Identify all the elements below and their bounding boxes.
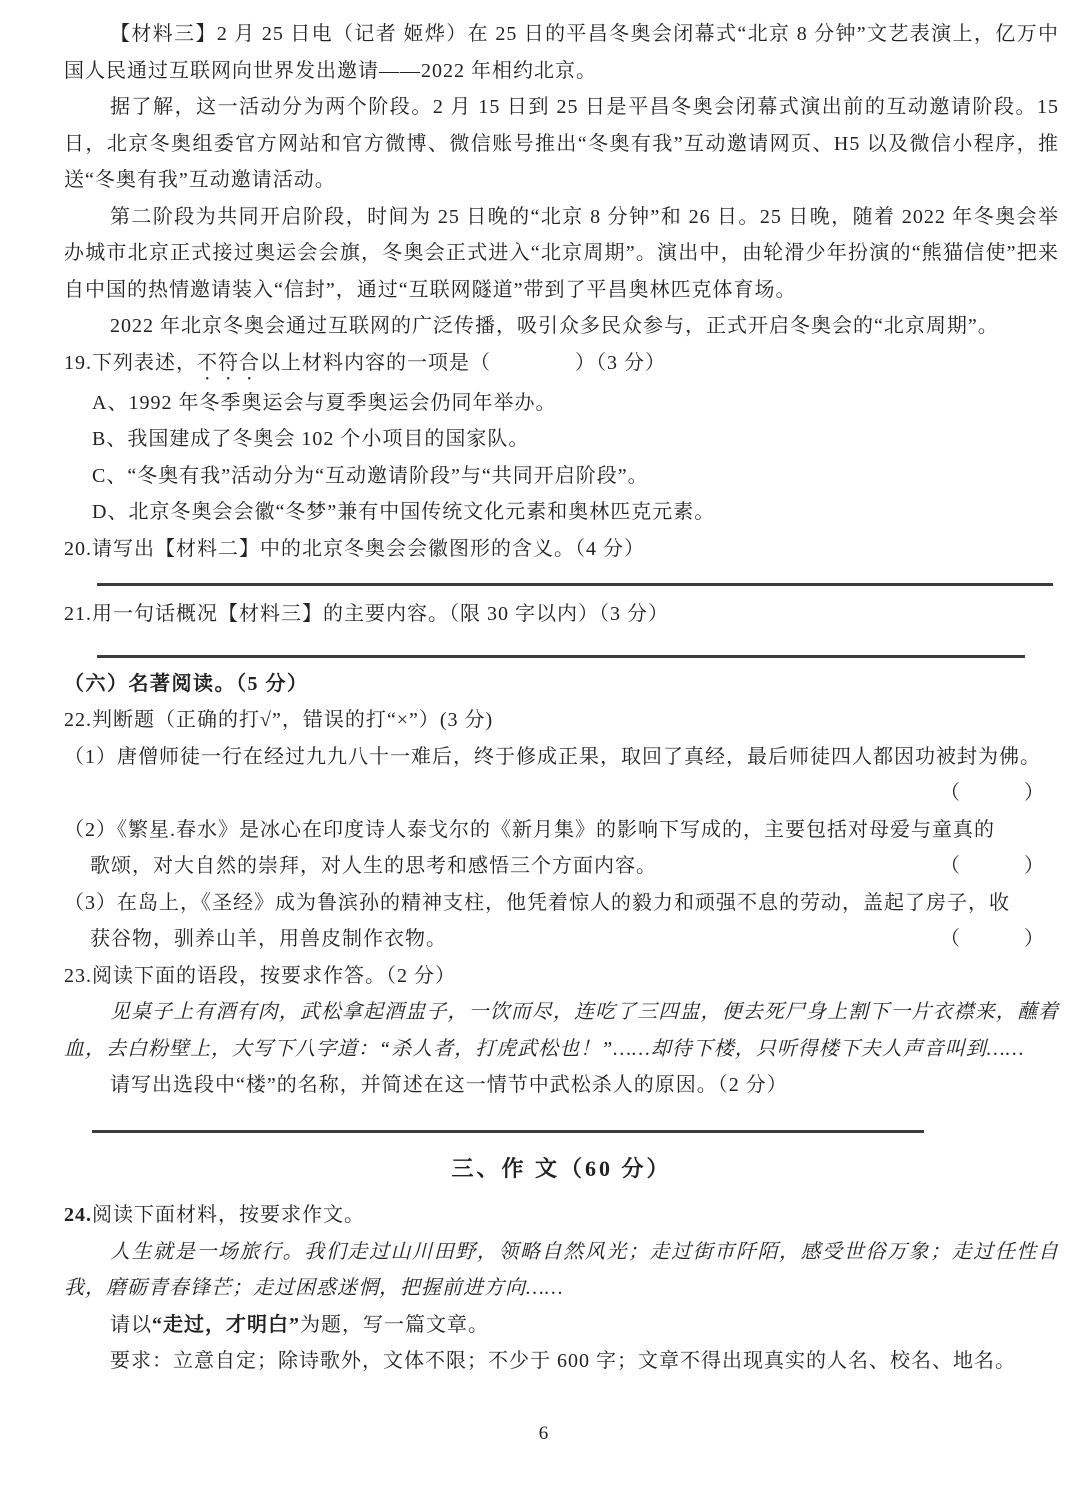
judge-item-2-text-line-1: （2）《繁星.春水》是冰心在印度诗人泰戈尔的《新月集》的影响下写成的，主要包括对母爱与童真的 bbox=[64, 818, 995, 841]
question-19-suffix: 以上材料内容的一项是（ ）（3 分） bbox=[260, 351, 666, 374]
judge-item-2 bbox=[64, 812, 1059, 885]
judge-item-3-text-line-2 bbox=[64, 921, 1059, 958]
judge-item-3-answer-parens: （ ） bbox=[940, 928, 1045, 950]
page-number: 6 bbox=[538, 1422, 549, 1444]
judge-item-2-continuation: 歌颂，对大自然的崇拜，对人生的思考和感悟三个方面内容。 bbox=[90, 855, 657, 877]
judge-item-2-text-line-2 bbox=[64, 848, 1059, 885]
essay-title-suffix: 为题，写一篇文章。 bbox=[300, 1313, 489, 1336]
answer-rule-1 bbox=[97, 583, 1053, 586]
essay-title-prefix: 请以 bbox=[110, 1313, 152, 1336]
essay-section-heading: 三、作 文（60 分） bbox=[451, 1155, 672, 1181]
question-24-text: 阅读下面材料，按要求作文。 bbox=[92, 1204, 365, 1226]
question-23: 23.阅读下面的语段，按要求作答。（2 分） bbox=[64, 964, 456, 987]
question-19-option-a: A、1992 年冬季奥运会与夏季奥运会仍同年举办。 bbox=[92, 391, 557, 414]
question-24 bbox=[64, 1197, 1059, 1234]
material3-paragraph-3: 第二阶段为共同开启阶段，时间为 25 日晚的“北京 8 分钟”和 26 日。25 日晚，随着 2022 年冬奥会举办城市北京正式接过奥运会会旗，冬奥会正式进入“北京周期”。演出中，由轮滑少年扮演的“熊猫信使”把来自中国的热情邀请装入“信封”，通过“互联网隧道”带到了平昌奥林匹克体育场。 bbox=[64, 205, 1059, 301]
judge-item-3 bbox=[64, 885, 1059, 958]
question-19-emphasized-text: 不符合 bbox=[197, 351, 260, 374]
essay-title-bold: “走过，才明白” bbox=[152, 1313, 300, 1336]
question-19-option-c: C、“冬奥有我”活动分为“互动邀请阶段”与“共同开启阶段”。 bbox=[92, 464, 649, 487]
question-21: 21.用一句话概况【材料三】的主要内容。（限 30 字以内）（3 分） bbox=[64, 603, 669, 625]
question-20: 20.请写出【材料二】中的北京冬奥会会徽图形的含义。（4 分） bbox=[64, 537, 645, 560]
judge-item-1-text: （1）唐僧师徒一行在经过九九八十一难后，终于修成正果，取回了真经，最后师徒四人都因功被封为佛。 bbox=[64, 745, 1041, 768]
essay-title-line bbox=[64, 1307, 1059, 1344]
material3-paragraph-4: 2022 年北京冬奥会通过互联网的广泛传播，吸引众多民众参与，正式开启冬奥会的“北京周期”。 bbox=[110, 315, 999, 337]
judge-item-3-text-line-1: （3）在岛上，《圣经》成为鲁滨孙的精神支柱，他凭着惊人的毅力和顽强不息的劳动，盖起了房子，收 bbox=[64, 891, 1010, 914]
question-19-prefix: 19.下列表述， bbox=[64, 351, 197, 374]
answer-rule-2 bbox=[97, 655, 1025, 658]
essay-material-paragraph: 人生就是一场旅行。我们走过山川田野，领略自然风光；走过街市阡陌，感受世俗万象；走过任性自我，磨砺青春锋芒；走过困惑迷惘，把握前进方向…… bbox=[64, 1240, 1059, 1299]
question-23-quote-passage: 见桌子上有酒有肉，武松拿起酒盅子，一饮而尽，连吃了三四盅，便去死尸身上割下一片衣襟来，蘸着血，去白粉壁上，大写下八字道：“杀人者，打虎武松也！”……却待下楼，只听得楼下夫人声音叫到…… bbox=[64, 1001, 1059, 1060]
judge-item-1 bbox=[64, 739, 1059, 812]
judge-item-3-continuation: 获谷物，驯养山羊，用兽皮制作衣物。 bbox=[90, 928, 447, 950]
question-24-number: 24. bbox=[64, 1204, 92, 1226]
answer-rule-3 bbox=[92, 1130, 924, 1133]
material3-paragraph-2: 据了解，这一活动分为两个阶段。2 月 15 日到 25 日是平昌冬奥会闭幕式演出前的互动邀请阶段。15 日，北京冬奥组委官方网站和官方微博、微信账号推出“冬奥有我”互动邀请网页、H5 以及微信小程序，推送“冬奥有我”互动邀请活动。 bbox=[64, 96, 1059, 191]
material3-paragraph-1: 【材料三】2 月 25 日电（记者 姬烨）在 25 日的平昌冬奥会闭幕式“北京 8 分钟”文艺表演上，亿万中国人民通过互联网向世界发出邀请——2022 年相约北京。 bbox=[64, 23, 1059, 82]
question-19-option-b: B、我国建成了冬奥会 102 个小项目的国家队。 bbox=[92, 428, 530, 450]
question-19-option-d: D、北京冬奥会会徽“冬梦”兼有中国传统文化元素和奥林匹克元素。 bbox=[92, 501, 716, 523]
section-6-heading: （六）名著阅读。（5 分） bbox=[64, 672, 309, 695]
question-22: 22.判断题（正确的打√”，错误的打“×”）(3 分) bbox=[64, 709, 494, 731]
judge-item-2-answer-parens: （ ） bbox=[940, 855, 1045, 877]
question-19 bbox=[64, 345, 1059, 385]
judge-item-1-answer-parens: （ ） bbox=[940, 782, 1045, 804]
question-23-instruction: 请写出选段中“楼”的名称，并简述在这一情节中武松杀人的原因。（2 分） bbox=[110, 1074, 788, 1096]
essay-requirements: 要求：立意自定；除诗歌外，文体不限；不少于 600 字；文章不得出现真实的人名、校名、地名。 bbox=[110, 1350, 1016, 1372]
